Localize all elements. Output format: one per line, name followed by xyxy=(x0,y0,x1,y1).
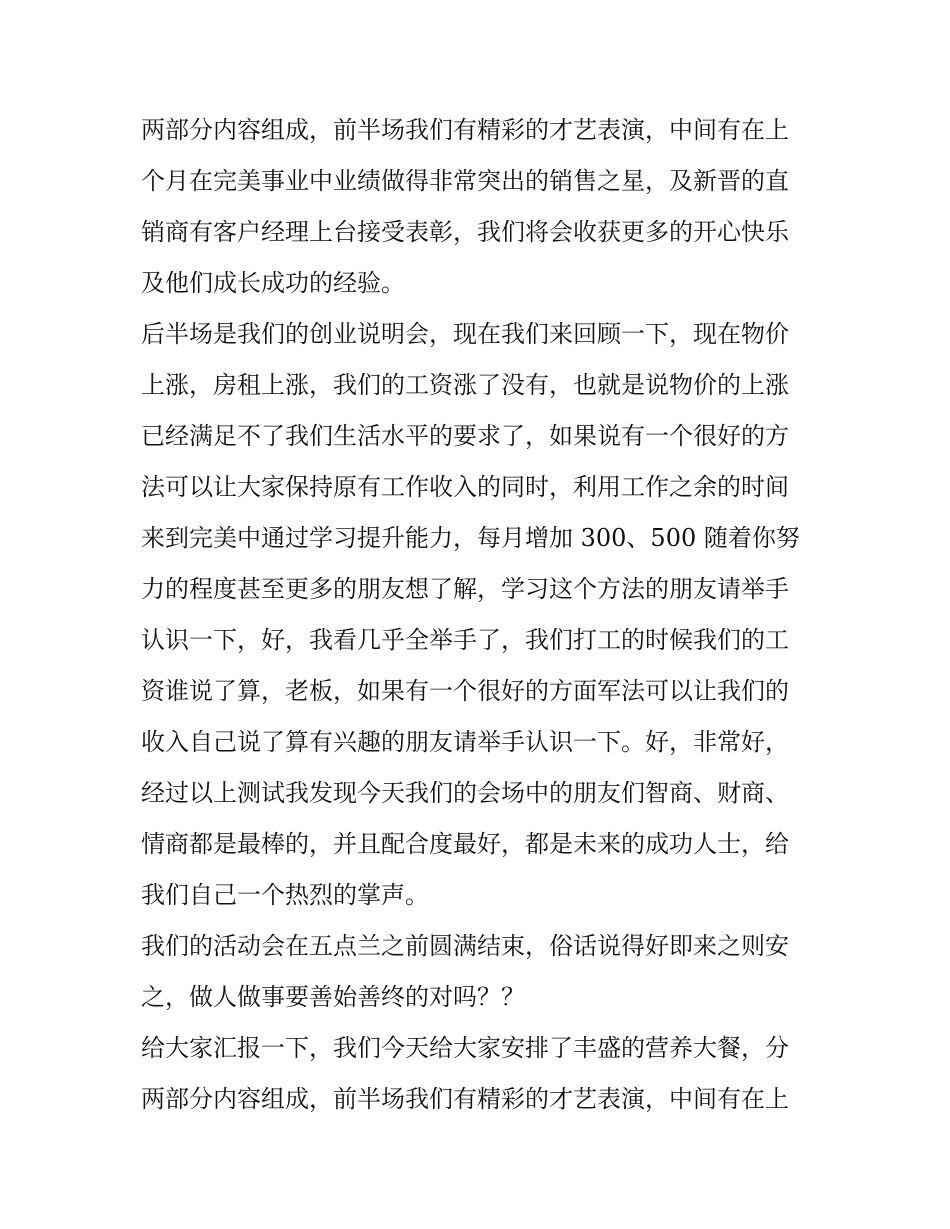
text-line: 给大家汇报一下，我们今天给大家安排了丰盛的营养大餐，分 xyxy=(141,1034,789,1062)
text-line: 资谁说了算，老板，如果有一个很好的方面军法可以让我们的 xyxy=(141,677,789,705)
text-line: 后半场是我们的创业说明会，现在我们来回顾一下，现在物价 xyxy=(141,320,789,348)
text-line: 及他们成长成功的经验。 xyxy=(141,269,405,297)
paragraph-3 xyxy=(141,921,821,1023)
text-line: 上涨，房租上涨，我们的工资涨了没有，也就是说物价的上涨 xyxy=(141,371,789,399)
text-line: 力的程度甚至更多的朋友想了解，学习这个方法的朋友请举手 xyxy=(141,575,789,603)
text-line: 两部分内容组成，前半场我们有精彩的才艺表演，中间有在上 xyxy=(141,116,789,144)
text-line: 来到完美中通过学习提升能力，每月增加 300、500 随着你努 xyxy=(141,524,800,552)
document-body xyxy=(141,105,821,1125)
paragraph-2 xyxy=(141,309,821,921)
text-line: 法可以让大家保持原有工作收入的同时，利用工作之余的时间 xyxy=(141,473,789,501)
text-line: 认识一下，好，我看几乎全举手了，我们打工的时候我们的工 xyxy=(141,626,789,654)
text-line: 两部分内容组成，前半场我们有精彩的才艺表演，中间有在上 xyxy=(141,1085,789,1113)
text-line: 已经满足不了我们生活水平的要求了，如果说有一个很好的方 xyxy=(141,422,789,450)
text-line: 个月在完美事业中业绩做得非常突出的销售之星，及新晋的直 xyxy=(141,167,789,195)
text-line: 情商都是最棒的，并且配合度最好，都是未来的成功人士，给 xyxy=(141,830,789,858)
text-line: 经过以上测试我发现今天我们的会场中的朋友们智商、财商、 xyxy=(141,779,789,807)
text-line: 销商有客户经理上台接受表彰，我们将会收获更多的开心快乐 xyxy=(141,218,789,246)
text-line: 我们自己一个热烈的掌声。 xyxy=(141,881,429,909)
text-line: 之，做人做事要善始善终的对吗？？ xyxy=(141,983,525,1011)
paragraph-1 xyxy=(141,105,821,309)
text-line: 收入自己说了算有兴趣的朋友请举手认识一下。好，非常好， xyxy=(141,728,789,756)
paragraph-4 xyxy=(141,1023,821,1125)
text-line: 我们的活动会在五点兰之前圆满结束，俗话说得好即来之则安 xyxy=(141,932,789,960)
